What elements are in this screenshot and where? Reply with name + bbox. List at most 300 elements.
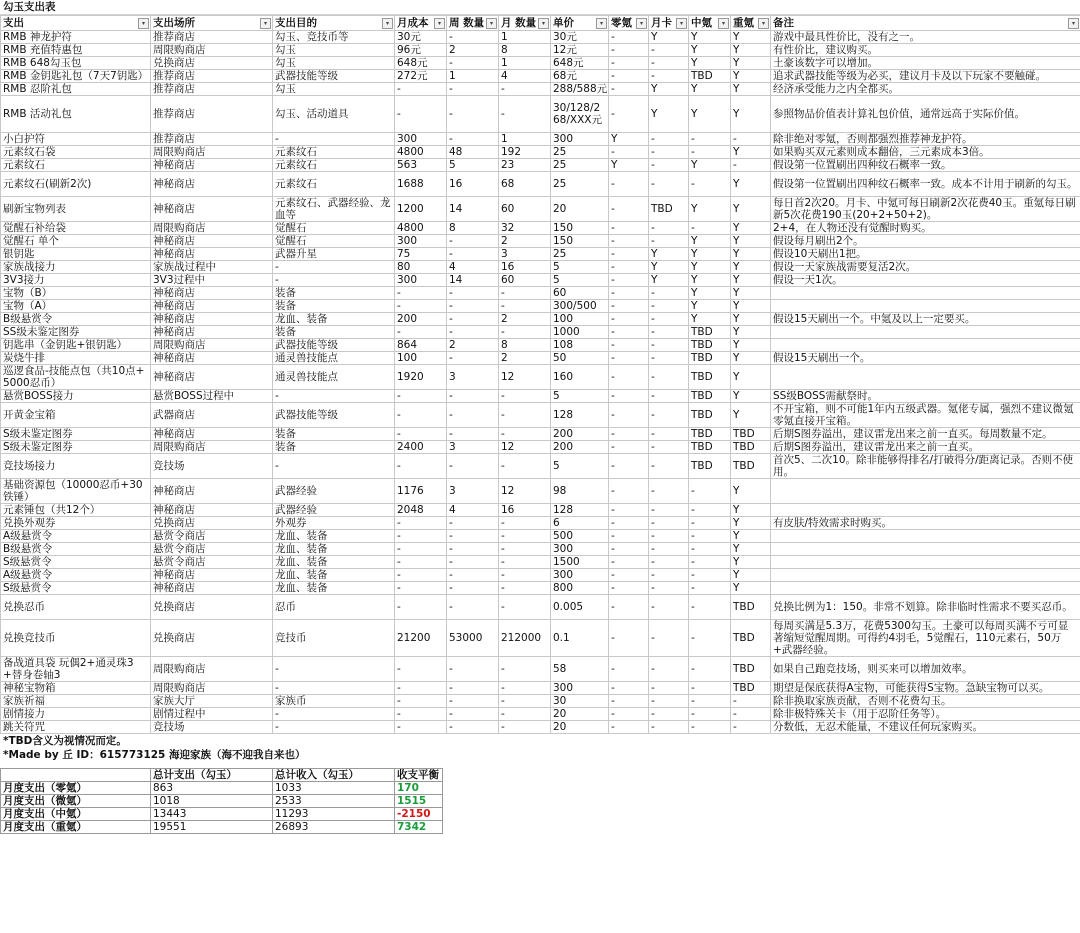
table-cell[interactable]: SS级BOSS需献祭时。 (771, 390, 1080, 403)
table-cell[interactable]: 勾玉、竞技币等 (273, 31, 395, 44)
table-cell[interactable]: 100 (551, 313, 609, 326)
table-cell[interactable]: 2 (499, 352, 551, 365)
table-cell[interactable]: - (649, 504, 689, 517)
table-cell[interactable]: Y (731, 287, 771, 300)
table-cell[interactable]: - (499, 428, 551, 441)
table-cell[interactable]: - (499, 595, 551, 620)
table-cell[interactable]: 864 (395, 339, 447, 352)
table-cell[interactable]: 20 (551, 197, 609, 222)
table-cell[interactable]: 假设第一位置刷出四种纹石概率一致。 (771, 159, 1080, 172)
filter-dropdown-icon[interactable]: ▾ (138, 18, 149, 29)
table-cell[interactable]: Y (689, 197, 731, 222)
table-cell[interactable]: 8 (447, 222, 499, 235)
table-cell[interactable]: 20 (551, 721, 609, 734)
table-cell[interactable]: 300 (395, 235, 447, 248)
table-cell[interactable]: 200 (395, 313, 447, 326)
table-cell[interactable] (771, 479, 1080, 504)
table-cell[interactable]: - (609, 682, 649, 695)
table-cell[interactable]: 60 (499, 274, 551, 287)
table-cell[interactable]: - (609, 146, 649, 159)
table-cell[interactable]: S级悬赏令 (1, 556, 151, 569)
table-cell[interactable]: - (689, 569, 731, 582)
table-cell[interactable]: - (499, 83, 551, 96)
table-cell[interactable]: - (447, 133, 499, 146)
table-cell[interactable]: 武器商店 (151, 403, 273, 428)
table-cell[interactable]: TBD (689, 339, 731, 352)
table-cell[interactable]: - (395, 83, 447, 96)
table-cell[interactable]: 25 (551, 159, 609, 172)
table-cell[interactable]: - (649, 428, 689, 441)
table-cell[interactable]: 1 (499, 133, 551, 146)
table-cell[interactable]: - (649, 620, 689, 657)
table-cell[interactable]: - (447, 326, 499, 339)
table-cell[interactable]: 128 (551, 504, 609, 517)
table-cell[interactable]: - (649, 352, 689, 365)
table-cell[interactable]: Y (609, 133, 649, 146)
table-cell[interactable]: 神秘商店 (151, 582, 273, 595)
table-cell[interactable]: Y (731, 556, 771, 569)
table-cell[interactable]: - (447, 287, 499, 300)
table-cell[interactable]: - (447, 235, 499, 248)
table-cell[interactable]: - (609, 287, 649, 300)
table-cell[interactable]: 勾玉 (273, 57, 395, 70)
table-cell[interactable]: - (447, 721, 499, 734)
table-cell[interactable]: - (395, 517, 447, 530)
table-cell[interactable]: - (447, 83, 499, 96)
column-header[interactable] (771, 16, 1080, 31)
table-cell[interactable]: 参照物品价值表计算礼包价值，通常远高于实际价值。 (771, 96, 1080, 133)
table-cell[interactable]: 如果购买双元素则成本翻倍，三元素成本3倍。 (771, 146, 1080, 159)
table-cell[interactable]: 假设10天刷出1把。 (771, 248, 1080, 261)
table-cell[interactable]: Y (689, 287, 731, 300)
table-cell[interactable]: 300 (551, 133, 609, 146)
table-cell[interactable]: - (447, 682, 499, 695)
table-cell[interactable]: 12元 (551, 44, 609, 57)
table-cell[interactable]: 兑换商店 (151, 620, 273, 657)
table-cell[interactable]: 58 (551, 657, 609, 682)
table-cell[interactable]: TBD (689, 352, 731, 365)
table-cell[interactable]: 800 (551, 582, 609, 595)
table-cell[interactable]: - (731, 695, 771, 708)
table-cell[interactable]: Y (731, 235, 771, 248)
filter-dropdown-icon[interactable]: ▾ (1068, 18, 1079, 29)
table-cell[interactable]: 14 (447, 274, 499, 287)
table-cell[interactable]: - (609, 695, 649, 708)
table-cell[interactable]: 不开宝箱，则不可能1年内五级武器。氪佬专属，强烈不建议微氪零氪直接开宝箱。 (771, 403, 1080, 428)
column-header[interactable] (395, 16, 447, 31)
table-cell[interactable]: Y (731, 172, 771, 197)
summary-cell-in[interactable]: 11293 (273, 808, 395, 821)
table-cell[interactable]: 基础资源包（10000忍币+30铁锤） (1, 479, 151, 504)
table-cell[interactable]: - (649, 595, 689, 620)
table-cell[interactable]: - (447, 403, 499, 428)
table-cell[interactable]: 3 (499, 248, 551, 261)
table-cell[interactable]: 装备 (273, 326, 395, 339)
table-cell[interactable]: Y (731, 70, 771, 83)
table-cell[interactable]: 家族币 (273, 695, 395, 708)
table-cell[interactable]: - (649, 70, 689, 83)
table-cell[interactable]: 分数低，无忍术能量，不建议任何玩家购买。 (771, 721, 1080, 734)
table-cell[interactable]: - (609, 326, 649, 339)
table-cell[interactable]: - (609, 313, 649, 326)
table-cell[interactable]: 神秘宝物箱 (1, 682, 151, 695)
table-cell[interactable]: A级悬赏令 (1, 530, 151, 543)
table-cell[interactable]: 500 (551, 530, 609, 543)
table-cell[interactable]: 5 (551, 454, 609, 479)
table-cell[interactable]: - (499, 695, 551, 708)
table-cell[interactable]: 剧情过程中 (151, 708, 273, 721)
table-cell[interactable]: 300 (551, 569, 609, 582)
table-cell[interactable]: - (689, 721, 731, 734)
table-cell[interactable]: 觉醒石 (273, 235, 395, 248)
table-cell[interactable]: - (649, 530, 689, 543)
table-cell[interactable]: 兑换比例为1：150。非常不划算。除非临时性需求不要买忍币。 (771, 595, 1080, 620)
table-cell[interactable]: 200 (551, 441, 609, 454)
table-cell[interactable]: Y (689, 31, 731, 44)
table-cell[interactable]: TBD (731, 657, 771, 682)
table-cell[interactable]: 假设一天1次。 (771, 274, 1080, 287)
table-cell[interactable]: - (395, 721, 447, 734)
table-cell[interactable]: - (609, 428, 649, 441)
table-cell[interactable] (771, 543, 1080, 556)
table-cell[interactable]: - (649, 543, 689, 556)
table-cell[interactable]: TBD (689, 428, 731, 441)
table-cell[interactable]: - (447, 428, 499, 441)
table-cell[interactable]: - (649, 287, 689, 300)
table-cell[interactable]: 1000 (551, 326, 609, 339)
table-cell[interactable]: 龙血、装备 (273, 569, 395, 582)
table-cell[interactable]: Y (731, 222, 771, 235)
table-cell[interactable]: Y (731, 44, 771, 57)
table-cell[interactable]: - (689, 708, 731, 721)
table-cell[interactable]: S级悬赏令 (1, 582, 151, 595)
table-cell[interactable]: Y (731, 146, 771, 159)
table-cell[interactable]: - (273, 682, 395, 695)
table-cell[interactable]: - (447, 530, 499, 543)
table-cell[interactable]: - (499, 582, 551, 595)
table-cell[interactable]: 兑换商店 (151, 595, 273, 620)
summary-cell-out[interactable]: 863 (151, 782, 273, 795)
table-cell[interactable]: - (609, 504, 649, 517)
table-cell[interactable]: - (609, 569, 649, 582)
table-cell[interactable]: Y (731, 57, 771, 70)
table-cell[interactable]: - (447, 556, 499, 569)
table-cell[interactable]: 元素纹石 (273, 172, 395, 197)
summary-cell-in[interactable]: 2533 (273, 795, 395, 808)
table-cell[interactable]: 开黄金宝箱 (1, 403, 151, 428)
table-cell[interactable]: 神秘商店 (151, 365, 273, 390)
table-cell[interactable]: Y (689, 248, 731, 261)
table-cell[interactable]: RMB 忍阶礼包 (1, 83, 151, 96)
summary-cell-bal[interactable]: -2150 (395, 808, 443, 821)
summary-cell-label[interactable]: 月度支出（微氪） (1, 795, 151, 808)
table-cell[interactable]: Y (689, 235, 731, 248)
column-header[interactable] (649, 16, 689, 31)
table-cell[interactable]: TBD (689, 326, 731, 339)
table-cell[interactable]: - (273, 721, 395, 734)
table-cell[interactable]: 3 (447, 365, 499, 390)
table-cell[interactable]: 推荐商店 (151, 96, 273, 133)
table-cell[interactable]: 竞技场 (151, 454, 273, 479)
table-cell[interactable]: 150 (551, 222, 609, 235)
table-cell[interactable]: 3V3接力 (1, 274, 151, 287)
table-cell[interactable]: Y (731, 326, 771, 339)
table-cell[interactable]: - (689, 556, 731, 569)
table-cell[interactable]: 4 (447, 261, 499, 274)
table-cell[interactable]: Y (731, 390, 771, 403)
table-cell[interactable]: Y (731, 543, 771, 556)
table-cell[interactable]: Y (689, 159, 731, 172)
table-cell[interactable]: - (689, 133, 731, 146)
table-cell[interactable]: 元素纹石袋 (1, 146, 151, 159)
table-cell[interactable]: Y (731, 403, 771, 428)
table-cell[interactable]: 2+4，在人物还没有觉醒时购买。 (771, 222, 1080, 235)
column-header[interactable] (447, 16, 499, 31)
table-cell[interactable]: - (689, 582, 731, 595)
table-cell[interactable]: - (499, 287, 551, 300)
table-cell[interactable]: 武器升星 (273, 248, 395, 261)
table-cell[interactable]: 53000 (447, 620, 499, 657)
table-cell[interactable]: 68元 (551, 70, 609, 83)
table-cell[interactable]: - (609, 543, 649, 556)
table-cell[interactable]: - (609, 235, 649, 248)
table-cell[interactable]: - (609, 441, 649, 454)
summary-cell-in[interactable]: 26893 (273, 821, 395, 834)
column-header[interactable] (731, 16, 771, 31)
table-cell[interactable]: 2 (447, 339, 499, 352)
table-cell[interactable]: 96元 (395, 44, 447, 57)
table-cell[interactable]: - (499, 403, 551, 428)
table-cell[interactable]: - (689, 620, 731, 657)
table-cell[interactable]: 宝物（A） (1, 300, 151, 313)
table-cell[interactable]: Y (689, 261, 731, 274)
summary-cell-in[interactable]: 1033 (273, 782, 395, 795)
table-cell[interactable]: 8 (499, 44, 551, 57)
table-cell[interactable]: 周限购商店 (151, 44, 273, 57)
table-cell[interactable]: 期望是保底获得A宝物，可能获得S宝物。急缺宝物可以买。 (771, 682, 1080, 695)
table-cell[interactable]: 150 (551, 235, 609, 248)
table-cell[interactable] (771, 582, 1080, 595)
table-cell[interactable]: 土豪该数字可以增加。 (771, 57, 1080, 70)
table-cell[interactable]: - (395, 695, 447, 708)
table-cell[interactable] (771, 365, 1080, 390)
table-cell[interactable]: 周限购商店 (151, 222, 273, 235)
table-cell[interactable]: - (689, 504, 731, 517)
table-cell[interactable]: - (649, 300, 689, 313)
table-cell[interactable]: - (649, 159, 689, 172)
table-cell[interactable]: Y (649, 83, 689, 96)
column-header[interactable] (499, 16, 551, 31)
table-cell[interactable]: - (609, 454, 649, 479)
table-cell[interactable]: - (447, 352, 499, 365)
table-cell[interactable]: - (731, 708, 771, 721)
table-cell[interactable]: 128 (551, 403, 609, 428)
table-cell[interactable]: 3 (447, 441, 499, 454)
table-cell[interactable]: - (395, 543, 447, 556)
table-cell[interactable]: 武器技能等级 (273, 403, 395, 428)
table-cell[interactable]: 悬赏BOSS接力 (1, 390, 151, 403)
table-cell[interactable]: 3V3过程中 (151, 274, 273, 287)
table-cell[interactable]: - (609, 339, 649, 352)
table-cell[interactable]: 刷新宝物列表 (1, 197, 151, 222)
table-cell[interactable]: - (499, 682, 551, 695)
table-cell[interactable]: Y (689, 96, 731, 133)
table-cell[interactable]: 假设15天刷出一个。 (771, 352, 1080, 365)
table-cell[interactable]: 神秘商店 (151, 479, 273, 504)
table-cell[interactable]: - (649, 365, 689, 390)
table-cell[interactable]: - (609, 261, 649, 274)
table-cell[interactable]: - (609, 403, 649, 428)
table-cell[interactable]: 23 (499, 159, 551, 172)
table-cell[interactable]: - (649, 441, 689, 454)
table-cell[interactable]: - (447, 582, 499, 595)
table-cell[interactable]: - (689, 657, 731, 682)
table-cell[interactable]: 后期S图券溢出，建议雷龙出来之前一直买。每周数量不定。 (771, 428, 1080, 441)
table-cell[interactable]: 龙血、装备 (273, 582, 395, 595)
table-cell[interactable]: 元素纹石 (273, 159, 395, 172)
table-cell[interactable]: 宝物（B） (1, 287, 151, 300)
table-cell[interactable]: - (649, 479, 689, 504)
table-cell[interactable] (771, 530, 1080, 543)
table-cell[interactable]: 外观券 (273, 517, 395, 530)
table-cell[interactable]: - (649, 313, 689, 326)
table-cell[interactable]: 21200 (395, 620, 447, 657)
summary-cell-out[interactable]: 13443 (151, 808, 273, 821)
table-cell[interactable]: 14 (447, 197, 499, 222)
table-cell[interactable]: 0.1 (551, 620, 609, 657)
table-cell[interactable]: - (649, 569, 689, 582)
table-cell[interactable]: 家族祈福 (1, 695, 151, 708)
table-cell[interactable]: 周限购商店 (151, 146, 273, 159)
table-cell[interactable]: - (649, 222, 689, 235)
table-cell[interactable]: RMB 金钥匙礼包（7天7钥匙） (1, 70, 151, 83)
table-cell[interactable]: RMB 648勾玉包 (1, 57, 151, 70)
table-cell[interactable]: - (447, 96, 499, 133)
table-cell[interactable]: 周限购商店 (151, 339, 273, 352)
table-cell[interactable]: A级悬赏令 (1, 569, 151, 582)
table-cell[interactable]: - (649, 657, 689, 682)
table-cell[interactable]: B级悬赏令 (1, 313, 151, 326)
table-cell[interactable]: - (689, 682, 731, 695)
table-cell[interactable]: 神秘商店 (151, 172, 273, 197)
table-cell[interactable]: - (447, 390, 499, 403)
table-cell[interactable]: Y (731, 83, 771, 96)
table-cell[interactable]: Y (731, 300, 771, 313)
table-cell[interactable]: - (609, 595, 649, 620)
table-cell[interactable]: 6 (551, 517, 609, 530)
table-cell[interactable]: 除非换取家族贡献，否则不花费勾玉。 (771, 695, 1080, 708)
table-cell[interactable]: - (731, 159, 771, 172)
table-cell[interactable]: 2 (499, 235, 551, 248)
summary-cell-bal[interactable]: 1515 (395, 795, 443, 808)
table-cell[interactable]: - (395, 287, 447, 300)
table-cell[interactable]: - (609, 556, 649, 569)
table-cell[interactable]: 觉醒石 (273, 222, 395, 235)
table-cell[interactable]: 25 (551, 146, 609, 159)
table-cell[interactable]: 48 (447, 146, 499, 159)
table-cell[interactable]: 神秘商店 (151, 248, 273, 261)
table-cell[interactable]: TBD (731, 428, 771, 441)
table-cell[interactable]: - (609, 620, 649, 657)
table-cell[interactable]: 12 (499, 365, 551, 390)
table-cell[interactable] (771, 504, 1080, 517)
table-cell[interactable]: 推荐商店 (151, 133, 273, 146)
table-cell[interactable]: TBD (731, 682, 771, 695)
table-cell[interactable]: 龙血、装备 (273, 313, 395, 326)
table-cell[interactable]: - (649, 403, 689, 428)
table-cell[interactable]: - (395, 682, 447, 695)
table-cell[interactable]: 5 (551, 274, 609, 287)
table-cell[interactable]: - (499, 326, 551, 339)
table-cell[interactable]: RMB 充值特惠包 (1, 44, 151, 57)
table-cell[interactable]: 元素纹石 (1, 159, 151, 172)
table-cell[interactable]: 游戏中最具性价比，没有之一。 (771, 31, 1080, 44)
table-cell[interactable]: 周限购商店 (151, 657, 273, 682)
table-cell[interactable]: 300/500 (551, 300, 609, 313)
table-cell[interactable]: 1920 (395, 365, 447, 390)
table-cell[interactable]: 4800 (395, 146, 447, 159)
table-cell[interactable]: Y (689, 300, 731, 313)
table-cell[interactable]: - (499, 517, 551, 530)
table-cell[interactable]: - (395, 300, 447, 313)
table-cell[interactable]: 1176 (395, 479, 447, 504)
table-cell[interactable]: 16 (499, 504, 551, 517)
table-cell[interactable]: 勾玉 (273, 44, 395, 57)
table-cell[interactable] (771, 287, 1080, 300)
table-cell[interactable]: 觉醒石补给袋 (1, 222, 151, 235)
table-cell[interactable]: 1688 (395, 172, 447, 197)
table-cell[interactable]: - (609, 70, 649, 83)
table-cell[interactable]: - (609, 657, 649, 682)
table-cell[interactable]: 银钥匙 (1, 248, 151, 261)
table-cell[interactable]: - (499, 708, 551, 721)
table-cell[interactable]: - (689, 695, 731, 708)
table-cell[interactable]: Y (689, 57, 731, 70)
table-cell[interactable]: 忍币 (273, 595, 395, 620)
table-cell[interactable]: 元素纹石(刷新2次) (1, 172, 151, 197)
table-cell[interactable]: - (689, 517, 731, 530)
table-cell[interactable]: 假设每月刷出2个。 (771, 235, 1080, 248)
table-cell[interactable]: Y (731, 517, 771, 530)
table-cell[interactable]: 32 (499, 222, 551, 235)
table-cell[interactable]: Y (731, 274, 771, 287)
table-cell[interactable] (771, 326, 1080, 339)
filter-dropdown-icon[interactable]: ▾ (434, 18, 445, 29)
table-cell[interactable]: 每周买满是5.3万，花费5300勾玉。土豪可以每周买满不亏可显著缩短觉醒周期。可得约4羽毛，5觉醒石，110元素石，50万+武器经验。 (771, 620, 1080, 657)
table-cell[interactable]: - (273, 274, 395, 287)
table-cell[interactable]: - (689, 146, 731, 159)
table-cell[interactable]: 563 (395, 159, 447, 172)
table-cell[interactable]: 剧情接力 (1, 708, 151, 721)
table-cell[interactable]: - (649, 57, 689, 70)
table-cell[interactable]: - (499, 721, 551, 734)
table-cell[interactable]: 300 (551, 543, 609, 556)
table-cell[interactable]: 2 (447, 44, 499, 57)
table-cell[interactable]: - (447, 248, 499, 261)
table-cell[interactable]: 兑换忍币 (1, 595, 151, 620)
table-cell[interactable]: 25 (551, 248, 609, 261)
table-cell[interactable]: - (447, 595, 499, 620)
table-cell[interactable]: 200 (551, 428, 609, 441)
table-cell[interactable]: 除非绝对零氪，否则都强烈推荐神龙护符。 (771, 133, 1080, 146)
table-cell[interactable]: - (395, 595, 447, 620)
table-cell[interactable]: 神秘商店 (151, 313, 273, 326)
table-cell[interactable]: 80 (395, 261, 447, 274)
table-cell[interactable]: 龙血、装备 (273, 556, 395, 569)
table-cell[interactable]: 悬赏BOSS过程中 (151, 390, 273, 403)
table-cell[interactable]: TBD (731, 454, 771, 479)
table-cell[interactable]: - (447, 313, 499, 326)
